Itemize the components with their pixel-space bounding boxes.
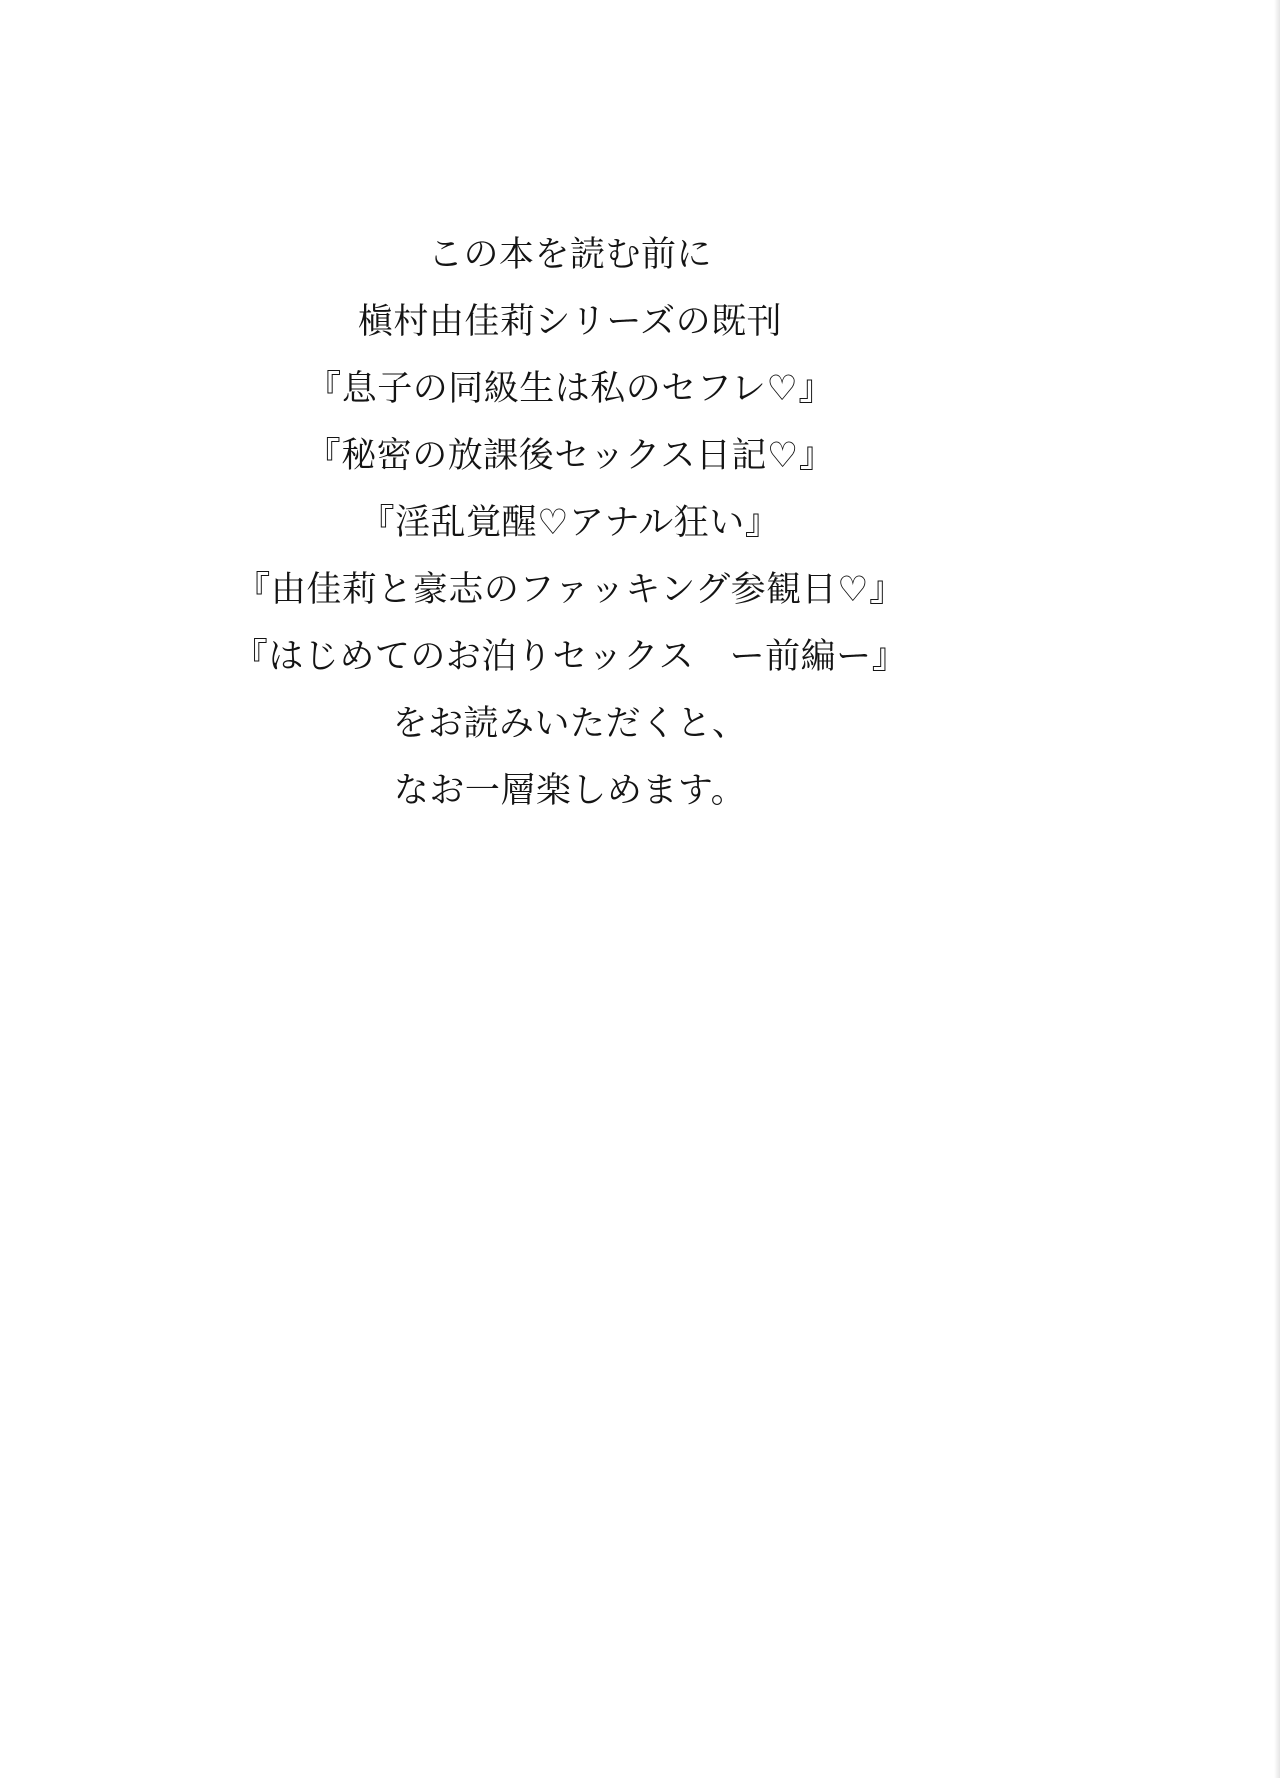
note-line: 『息子の同級生は私のセフレ♡』 (306, 369, 834, 409)
note-line: 『はじめてのお泊りセックス ー前編ー』 (232, 637, 908, 677)
note-line: 『秘密の放課後セックス日記♡』 (305, 436, 835, 476)
preface-note (0, 222, 1140, 825)
note-line: この本を読む前に (427, 235, 712, 275)
page-edge-shadow (1274, 0, 1280, 1778)
note-line: 『由佳莉と豪志のファッキング参観日♡』 (235, 570, 905, 610)
note-line: 槇村由佳莉シリーズの既刊 (357, 302, 783, 342)
note-line: 『淫乱覚醒♡アナル狂い』 (359, 503, 781, 543)
note-line: をお読みいただくと、 (392, 704, 748, 744)
note-line: なお一層楽しめます。 (393, 771, 747, 811)
